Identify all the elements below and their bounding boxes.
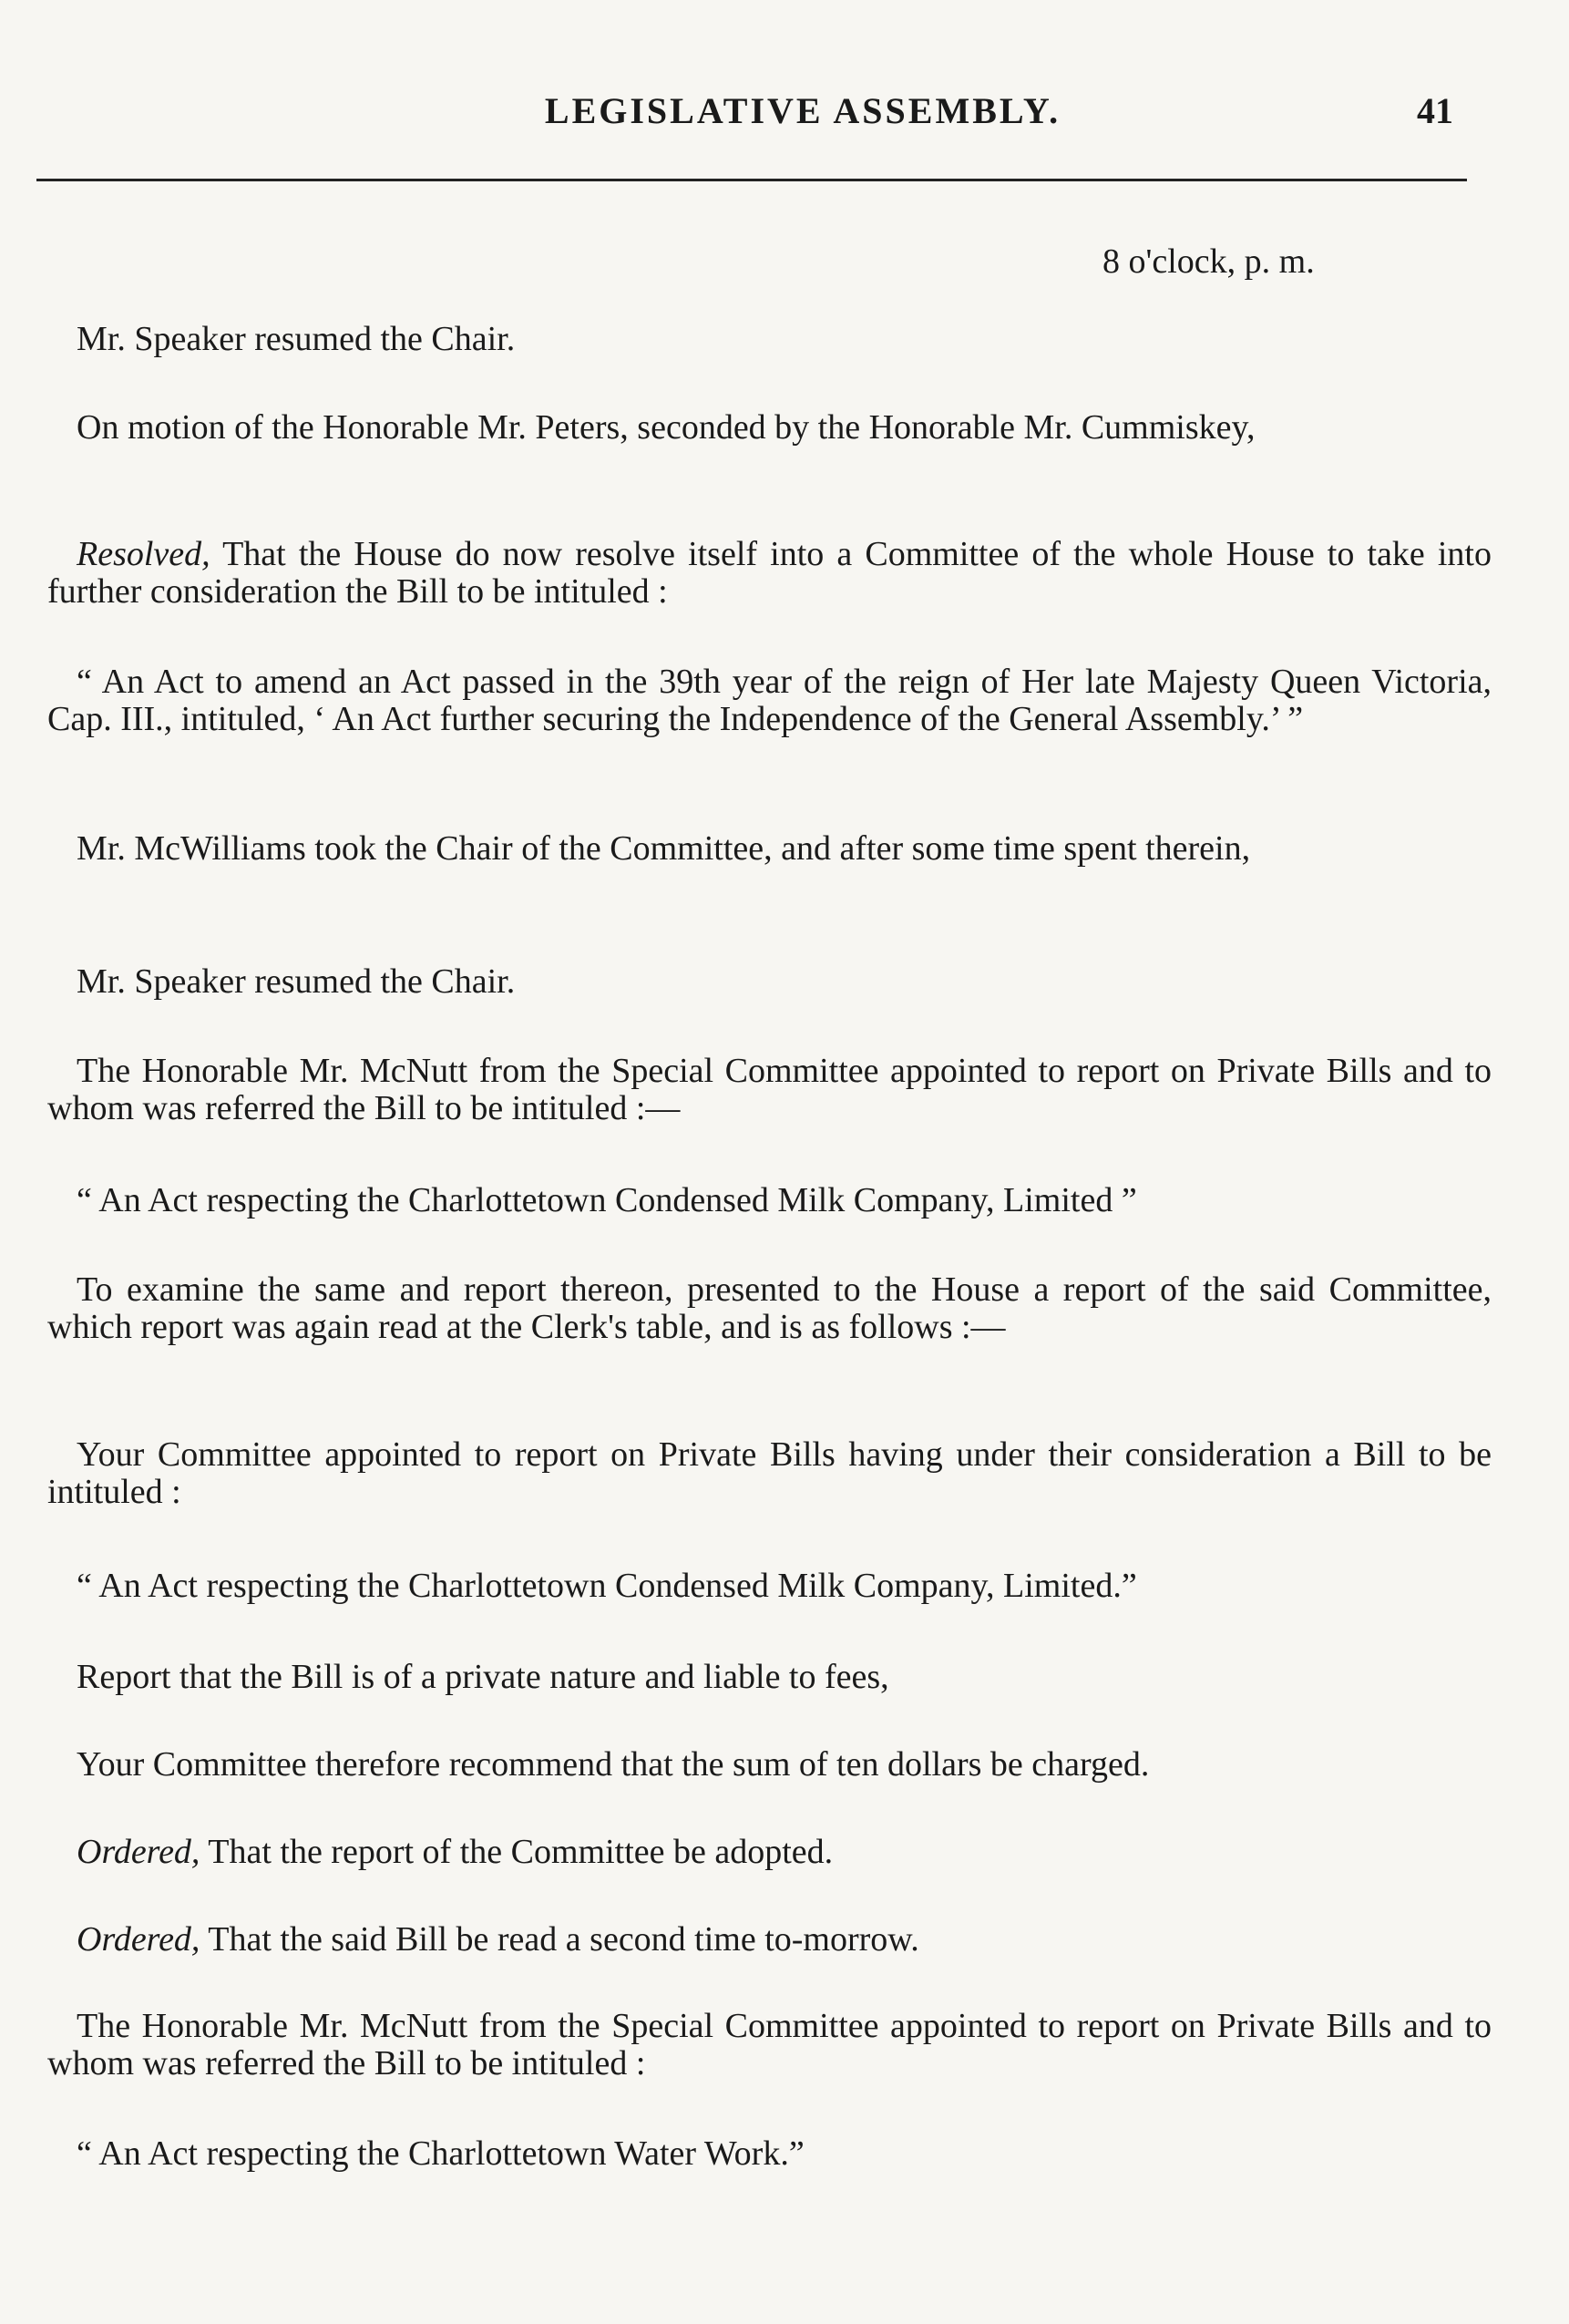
paragraph-mcnutt-report-2: The Honorable Mr. McNutt from the Special Committee appointed to report on Private Bills and to whom was referred the Bill to be intituled : [47, 2007, 1492, 2082]
ordered-adopted-text: That the report of the Committee be adopted. [200, 1833, 834, 1871]
sitting-time: 8 o'clock, p. m. [1102, 242, 1315, 281]
paragraph-examine-report: To examine the same and report thereon, presented to the House a report of the said Committee, which report was again read at the Clerk's table, and is as follows :— [47, 1270, 1492, 1346]
paragraph-act-title-milk-2: “ An Act respecting the Charlottetown Condensed Milk Company, Limited.” [77, 1567, 1137, 1605]
paragraph-mcnutt-report: The Honorable Mr. McNutt from the Special Committee appointed to report on Private Bills and to whom was referred the Bill to be intituled :— [47, 1052, 1492, 1127]
header-rule [36, 179, 1467, 181]
ordered-label-2: Ordered, [77, 1920, 200, 1959]
resolved-text: That the House do now resolve itself into a Committee of the whole House to take into further consideration the Bill to be intituled : [47, 535, 1492, 611]
paragraph-act-title-independence: “ An Act to amend an Act passed in the 39th year of the reign of Her late Majesty Queen Victoria, Cap. III., intituled, ‘ An Act further securing the Independence of the General Assembly.’ ” [47, 663, 1492, 738]
paragraph-act-title-water: “ An Act respecting the Charlottetown Water Work.” [77, 2134, 805, 2173]
paragraph-speaker-resumed-2: Mr. Speaker resumed the Chair. [77, 962, 516, 1001]
paragraph-resolved [47, 536, 1492, 611]
paragraph-committee-consideration: Your Committee appointed to report on Private Bills having under their consideration a Bill to be intituled : [47, 1435, 1492, 1511]
paragraph-committee-chair: Mr. McWilliams took the Chair of the Committee, and after some time spent therein, [77, 829, 1251, 868]
paragraph-ten-dollars: Your Committee therefore recommend that the sum of ten dollars be charged. [77, 1745, 1150, 1784]
paragraph-act-title-milk: “ An Act respecting the Charlottetown Condensed Milk Company, Limited ” [77, 1181, 1137, 1219]
resolved-label: Resolved, [77, 535, 210, 573]
paragraph-ordered-second-reading [47, 1921, 1492, 1959]
running-header-title: LEGISLATIVE ASSEMBLY. [544, 90, 1061, 131]
paragraph-speaker-resumed: Mr. Speaker resumed the Chair. [77, 320, 516, 358]
paragraph-motion: On motion of the Honorable Mr. Peters, seconded by the Honorable Mr. Cummiskey, [77, 408, 1256, 447]
page-number: 41 [1417, 90, 1453, 131]
ordered-label: Ordered, [77, 1833, 200, 1871]
paragraph-ordered-adopted [47, 1834, 1492, 1871]
ordered-second-reading-text: That the said Bill be read a second time to-morrow. [200, 1920, 919, 1959]
paragraph-private-nature: Report that the Bill is of a private nature and liable to fees, [77, 1658, 889, 1696]
